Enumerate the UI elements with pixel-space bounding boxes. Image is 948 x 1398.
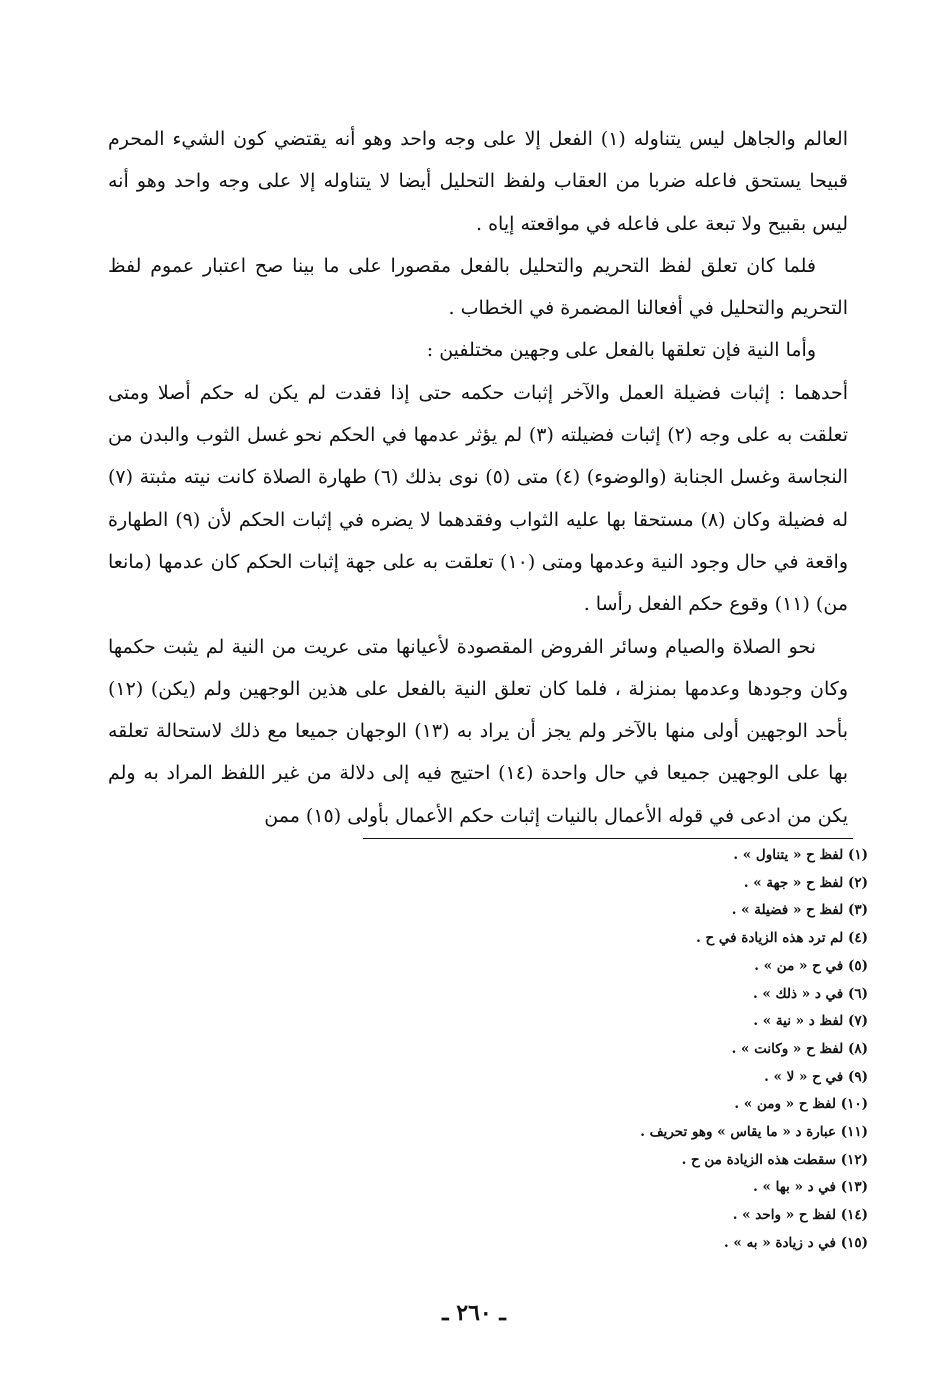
footnote: (٨) لفظ ح « وكانت » . <box>731 1040 868 1057</box>
paragraph: فلما كان تعلق لفظ التحريم والتحليل بالفعل مقصورا على ما بينا صح اعتبار عموم لفظ التحريم والتحليل في أفعالنا المضمرة في الخطاب . <box>108 254 848 320</box>
paragraph: العالم والجاهل ليس يتناوله (١) الفعل إلا على وجه واحد وهو أنه يقتضي كون الشيء المحرم قبيحا يستحق فاعله ضربا من العقاب ولفظ التحليل أيضا لا يتناوله إلا على وجه واحد وهو أنه ليس بقبيح ولا تبعة على فاعله في مواقعته إياه . <box>108 128 848 235</box>
footnote: (٦) في د « ذلك » . <box>752 985 868 1002</box>
footnote: (٩) في ح « لا » . <box>764 1068 868 1085</box>
footnote: (٤) لم ترد هذه الزيادة في ح . <box>696 930 868 947</box>
paragraph: نحو الصلاة والصيام وسائر الفروض المقصودة لأعيانها متى عريت من النية لم يثبت حكمها وكان وجودها وعدمها بمنزلة ، فلما كان تعلق النية بالفعل على هذين الوجهين ولم (يكن) (١٢) بأحد الوجهين أولى منها بالآخر ولم يجز أن يراد به (١٣) الوجهان جميعا مع ذلك لاستحالة تعلقه بها على الوجهين جميعا في حال واحدة (١٤) احتيج فيه إلى دلالة من غير اللفظ المراد به ولم يكن من ادعى في قوله الأعمال بالنيات إثبات حكم الأعمال بأولى (١٥) ممن <box>108 635 848 827</box>
footnote: (١٤) لفظ ح « واحد » . <box>732 1207 868 1224</box>
footnote: (١٣) في د « بها » . <box>753 1179 868 1196</box>
page-number: ـ ٢٦٠ ـ <box>442 1300 506 1326</box>
footnote: (١) لفظ ح « يتناول » . <box>733 847 868 863</box>
footnote: (١٢) سقطت هذه الزيادة من ح . <box>681 1151 868 1168</box>
footnote: (٣) لفظ ح « فضيلة » . <box>731 902 868 919</box>
footnote: (١١) عبارة د « ما يقاس » وهو تحريف . <box>640 1124 868 1141</box>
footnote-divider <box>363 838 853 839</box>
paragraph: وأما النية فإن تعلقها بالفعل على وجهين مختلفين : <box>426 339 816 362</box>
footnote: (٥) في ح « من » . <box>754 957 868 974</box>
footnote: (٢) لفظ ح « جهة » . <box>743 874 868 891</box>
paragraph: أحدهما : إثبات فضيلة العمل والآخر إثبات حكمه حتى إذا فقدت لم يكن له حكم أصلا ومتى تعلقت به على وجه (٢) إثبات فضيلته (٣) لم يؤثر عدمها في الحكم نحو غسل الثوب والبدن من النجاسة وغسل الجنابة (والوضوء) (٤) متى (٥) نوى بذلك (٦) طهارة الصلاة كانت نيته مثبتة (٧) له فضيلة وكان (٨) مستحقا بها عليه الثواب وفقدهما لا يضره في إثبات الحكم لأن (٩) الطهارة واقعة في حال وجود النية وعدمها ومتى (١٠) تعلقت به على جهة إثبات الحكم كان عدمها (مانعا من) (١١) وقوع حكم الفعل رأسا . <box>108 381 849 616</box>
footnotes <box>448 842 868 1258</box>
footnote: (١٥) في د زيادة « به » . <box>724 1234 868 1251</box>
footnote: (٧) لفظ د « نية » . <box>753 1013 868 1030</box>
main-text <box>108 118 848 837</box>
footnote: (١٠) لفظ ح « ومن » . <box>734 1096 868 1113</box>
